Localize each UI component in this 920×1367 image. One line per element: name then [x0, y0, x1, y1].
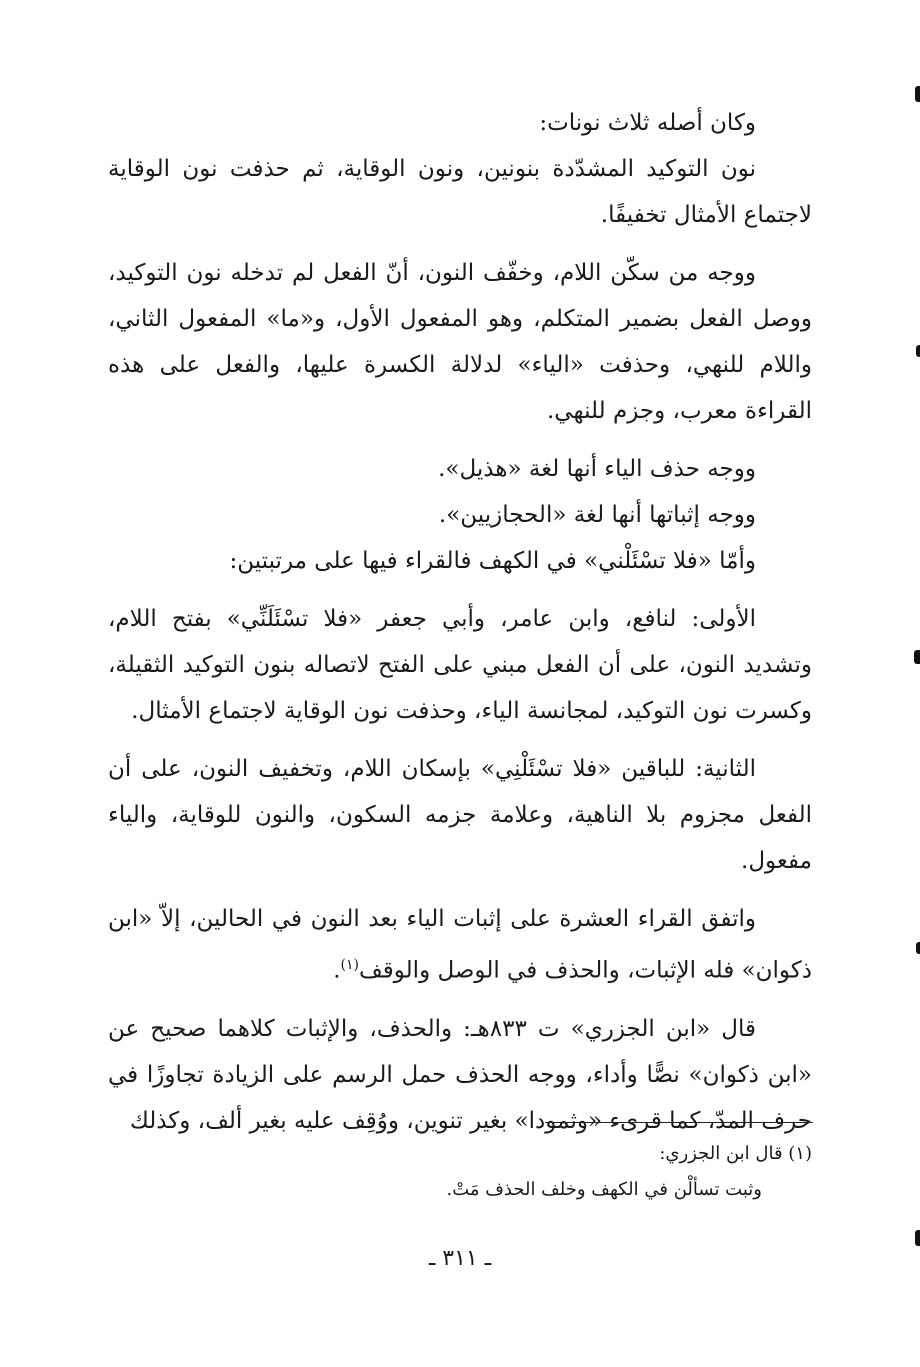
footnote-1-verse: وثبت تسألْن في الكهف وخلف الحذف مَتْ.	[446, 1179, 762, 1200]
scan-edge-mark	[915, 86, 920, 102]
scan-edge-mark	[916, 942, 920, 954]
paragraph-kahf: وأمّا «فلا تسْئَلْني» في الكهف فالقراء فيها على مرتبتين:	[229, 548, 756, 574]
scan-edge-mark	[916, 345, 920, 357]
paragraph-agreement	[108, 896, 812, 994]
main-text	[108, 100, 812, 1144]
paragraph-ibn-jazari: قال «ابن الجزري» ت ٨٣٣هـ: والحذف، والإثبات كلاهما صحيح عن «ابن ذكوان» نصًّا وأداء، ووجه الحذف حمل الرسم على الزيادة تجاوزًا في حرف المدّ، كما قرىء «وثمودا» بغير تنوين، ووُقِف عليه بغير ألف، وكذلك	[108, 1015, 812, 1134]
footnote-reference: (١)	[340, 957, 359, 973]
paragraph-first-rank: الأولى: لنافع، وابن عامر، وأبي جعفر «فلا تسْئَلَنِّي» بفتح اللام، وتشديد النون، على أن الفعل مبني على الفتح لاتصاله بنون التوكيد الثقيلة، وكسرت نون التوكيد، لمجانسة الياء، وحذفت نون الوقاية لاجتماع الأمثال.	[108, 606, 812, 724]
footnotes	[300, 1136, 812, 1208]
paragraph-intro: وكان أصله ثلاث نونات:	[539, 110, 756, 136]
paragraph-second-rank: الثانية: للباقين «فلا تسْئَلْنِي» بإسكان اللام، وتخفيف النون، على أن الفعل مجزوم بلا الناهية، وعلامة جزمه السكون، والنون للوقاية، والياء مفعول.	[108, 756, 812, 874]
paragraph-sukun-reading: ووجه من سكّن اللام، وخفّف النون، أنّ الفعل لم تدخله نون التوكيد، ووصل الفعل بضمير المتكلم، وهو المفعول الأول، و«ما» المفعول الثاني، واللام للنهي، وحذفت «الياء» لدلالة الكسرة عليها، والفعل على هذه القراءة معرب، وجزم للنهي.	[108, 260, 812, 424]
agreement-end: .	[333, 957, 341, 984]
paragraph-hudhail: ووجه حذف الياء أنها لغة «هذيل».	[438, 456, 756, 482]
scan-edge-mark	[915, 1230, 920, 1246]
paragraph-nun-origin: نون التوكيد المشدّدة بنونين، ونون الوقاية، ثم حذفت نون الوقاية لاجتماع الأمثال تخفيفًا.	[108, 156, 812, 228]
agreement-text: واتفق القراء العشرة على إثبات الياء بعد النون في الحالين، إلاّ «ابن ذكوان» فله الإثبات، والحذف في الوصل والوقف	[108, 906, 812, 984]
page-number: ـ ٣١١ ـ	[428, 1246, 492, 1271]
scan-edge-mark	[914, 650, 920, 664]
footnote-separator	[545, 1122, 813, 1123]
footnote-1: (١) قال ابن الجزري:	[659, 1143, 812, 1164]
paragraph-hijaz: ووجه إثباتها أنها لغة «الحجازيين».	[438, 502, 756, 528]
